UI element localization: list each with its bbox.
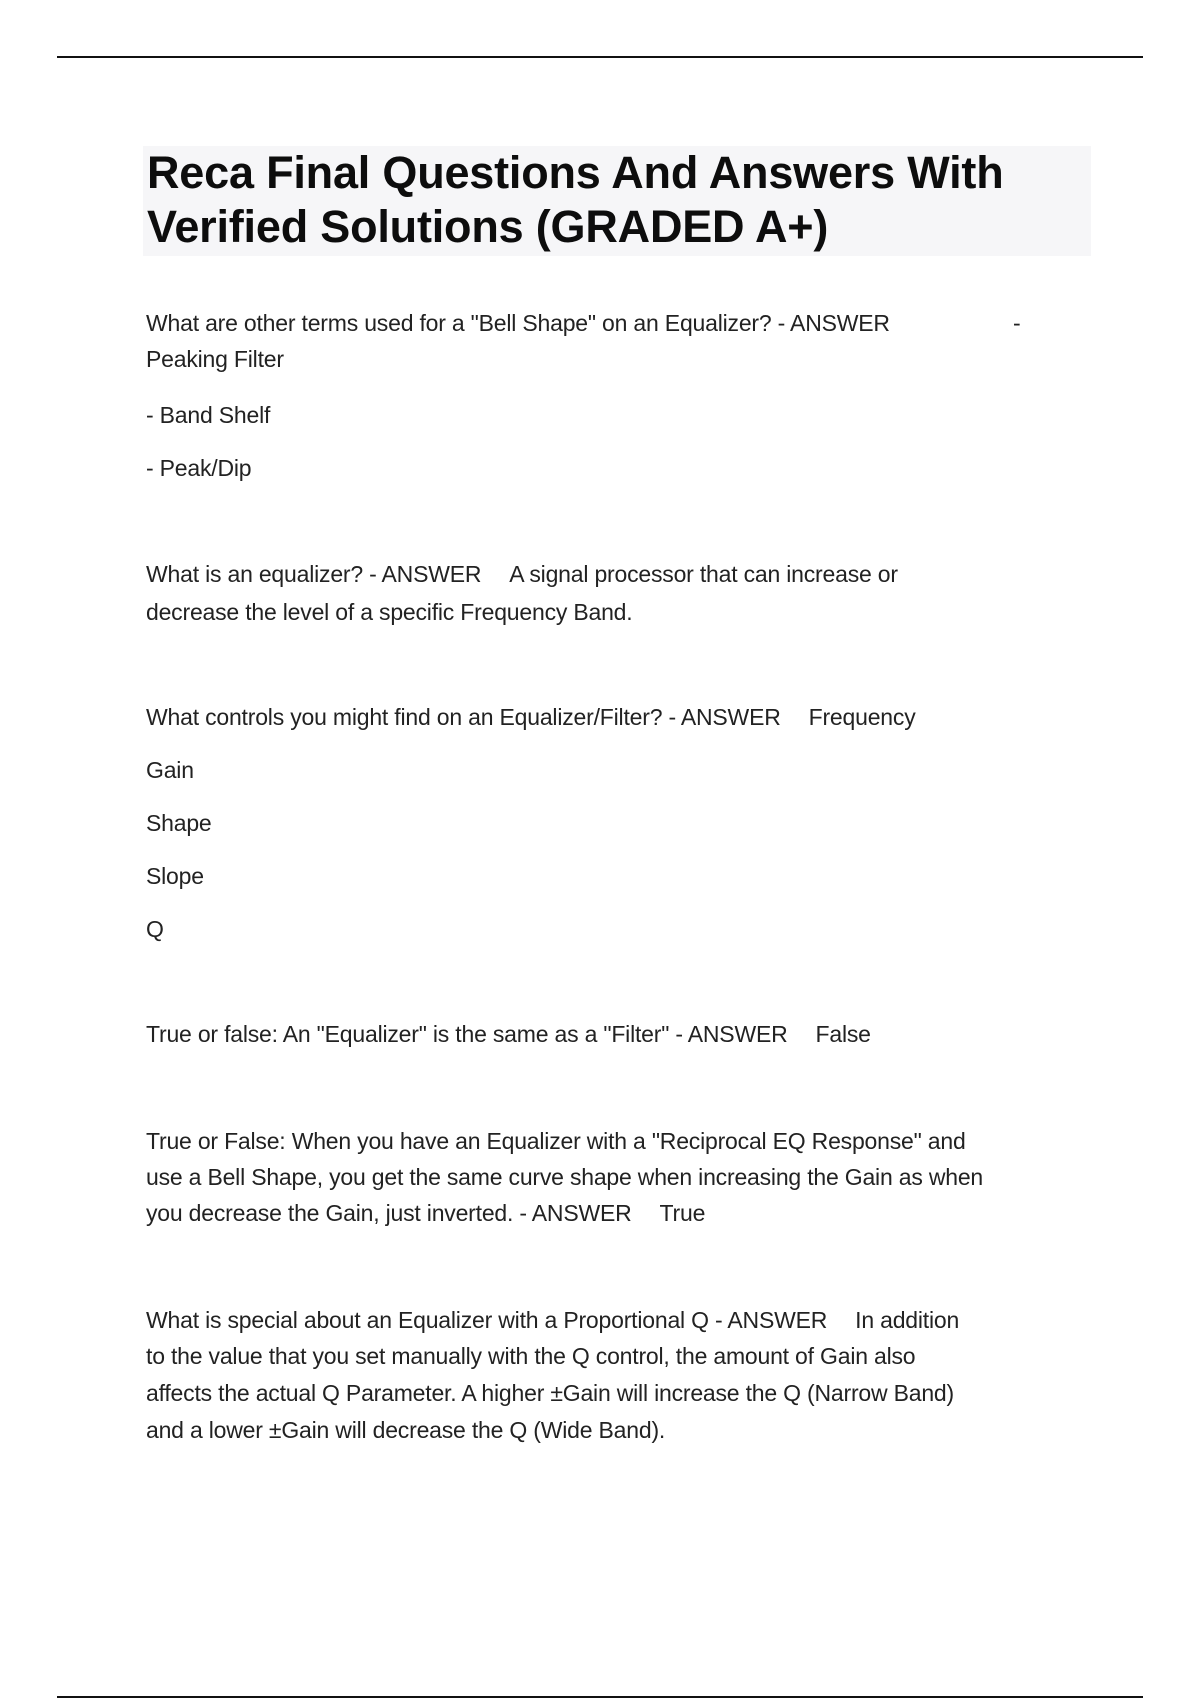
qa-2-question: What is an equalizer? - ANSWER	[146, 561, 482, 587]
qa-1-answer-line-2: - Band Shelf	[146, 402, 271, 428]
document-title	[143, 146, 1091, 256]
top-rule	[57, 56, 1143, 58]
qa-3-answer-line-3: Slope	[146, 863, 204, 889]
qa-2-answer-start: A signal processor that can increase or	[509, 561, 898, 587]
qa-5-answer: True	[659, 1200, 706, 1226]
qa-3-question: What controls you might find on an Equalizer/Filter? - ANSWER	[146, 704, 781, 730]
qa-5-question-line-3: you decrease the Gain, just inverted. - ANSWER True	[146, 1200, 706, 1226]
qa-4-answer: False	[815, 1021, 871, 1047]
title-line-1: Reca Final Questions And Answers With	[147, 147, 1004, 198]
qa-1-question: What are other terms used for a "Bell Shape" on an Equalizer? - ANSWER	[146, 310, 890, 336]
qa-4-question: True or false: An "Equalizer" is the same as a "Filter" - ANSWER	[146, 1021, 788, 1047]
qa-1-question-line	[146, 310, 1106, 337]
qa-1-answer-line-1: Peaking Filter	[146, 346, 284, 372]
qa-4-question-line	[146, 1021, 1106, 1048]
qa-1-answer-line-3: - Peak/Dip	[146, 455, 252, 481]
qa-3-question-line	[146, 704, 1106, 731]
qa-6-answer-line-1: to the value that you set manually with the Q control, the amount of Gain also	[146, 1343, 916, 1369]
qa-6-answer-line-2: affects the actual Q Parameter. A higher ±Gain will increase the Q (Narrow Band)	[146, 1380, 954, 1406]
qa-5-question-line-2: use a Bell Shape, you get the same curve shape when increasing the Gain as when	[146, 1164, 984, 1190]
bottom-rule	[57, 1696, 1143, 1698]
qa-1-answer-dash: -	[1013, 310, 1021, 336]
qa-6-question: What is special about an Equalizer with a Proportional Q - ANSWER	[146, 1307, 828, 1333]
qa-5-question-line-1: True or False: When you have an Equalizer with a "Reciprocal EQ Response" and	[146, 1128, 966, 1154]
qa-3-answer-start: Frequency	[808, 704, 916, 730]
qa-2-question-line	[146, 561, 1106, 588]
qa-6-answer-start: In addition	[855, 1307, 960, 1333]
qa-2-answer-line-1: decrease the level of a specific Frequency Band.	[146, 599, 633, 625]
qa-6-question-line	[146, 1307, 1106, 1334]
qa-3-answer-line-4: Q	[146, 916, 164, 942]
qa-3-answer-line-2: Shape	[146, 810, 212, 836]
qa-6-answer-line-3: and a lower ±Gain will decrease the Q (Wide Band).	[146, 1417, 666, 1443]
qa-3-answer-line-1: Gain	[146, 757, 194, 783]
title-line-2: Verified Solutions (GRADED A+)	[147, 201, 829, 252]
